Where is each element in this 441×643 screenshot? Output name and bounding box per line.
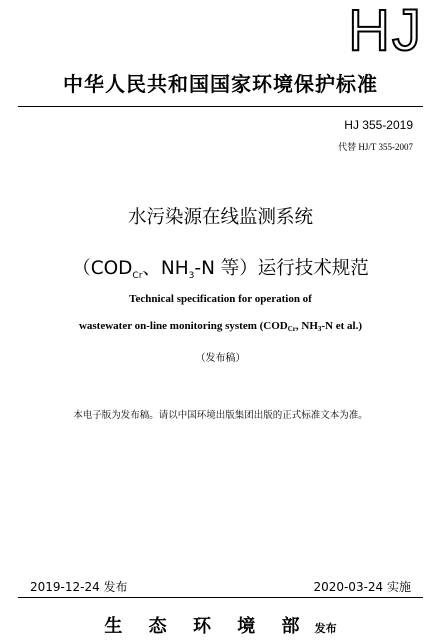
publisher [0,612,441,638]
english-title-line-2 [0,320,441,333]
bottom-divider [18,597,423,598]
chinese-title-part: 、NH [142,258,189,279]
chinese-title-line-1: 水污染源在线监测系统 [127,207,313,228]
chinese-title-part: -N 等）运行技术规范 [194,258,369,279]
implementation-date: 2020-03-24 实施 [313,580,411,594]
english-title-subscript: Cr [287,325,296,333]
chinese-title-part: （COD [72,258,133,279]
english-title-subscript: 3 [317,325,322,333]
chinese-title-subscript: Cr [132,271,143,281]
agency-title: 中华人民共和国国家环境保护标准 [63,72,378,96]
chinese-title-subscript: 3 [188,271,195,281]
english-title-part: , NH [295,320,318,332]
publisher-suffix: 发布 [314,622,337,635]
top-divider [18,106,423,107]
issue-date: 2019-12-24 发布 [30,580,128,594]
publisher-name: 生 态 环 境 部 [104,616,310,637]
english-title-line-1: Technical specification for operation of [129,293,312,305]
chinese-title-line-2 [0,254,441,281]
english-title-part: wastewater on-line monitoring system (COD [78,320,288,332]
hj-logo: HJ [348,0,423,63]
english-title-part: -N et al.) [321,320,363,332]
replaces-standard: 代替 HJ/T 355-2007 [338,142,413,152]
electronic-version-notice: 本电子版为发布稿。请以中国环境出版集团出版的正式标准文本为准。 [73,410,368,421]
standard-number: HJ 355-2019 [344,118,413,132]
draft-label: （发布稿） [195,353,246,364]
